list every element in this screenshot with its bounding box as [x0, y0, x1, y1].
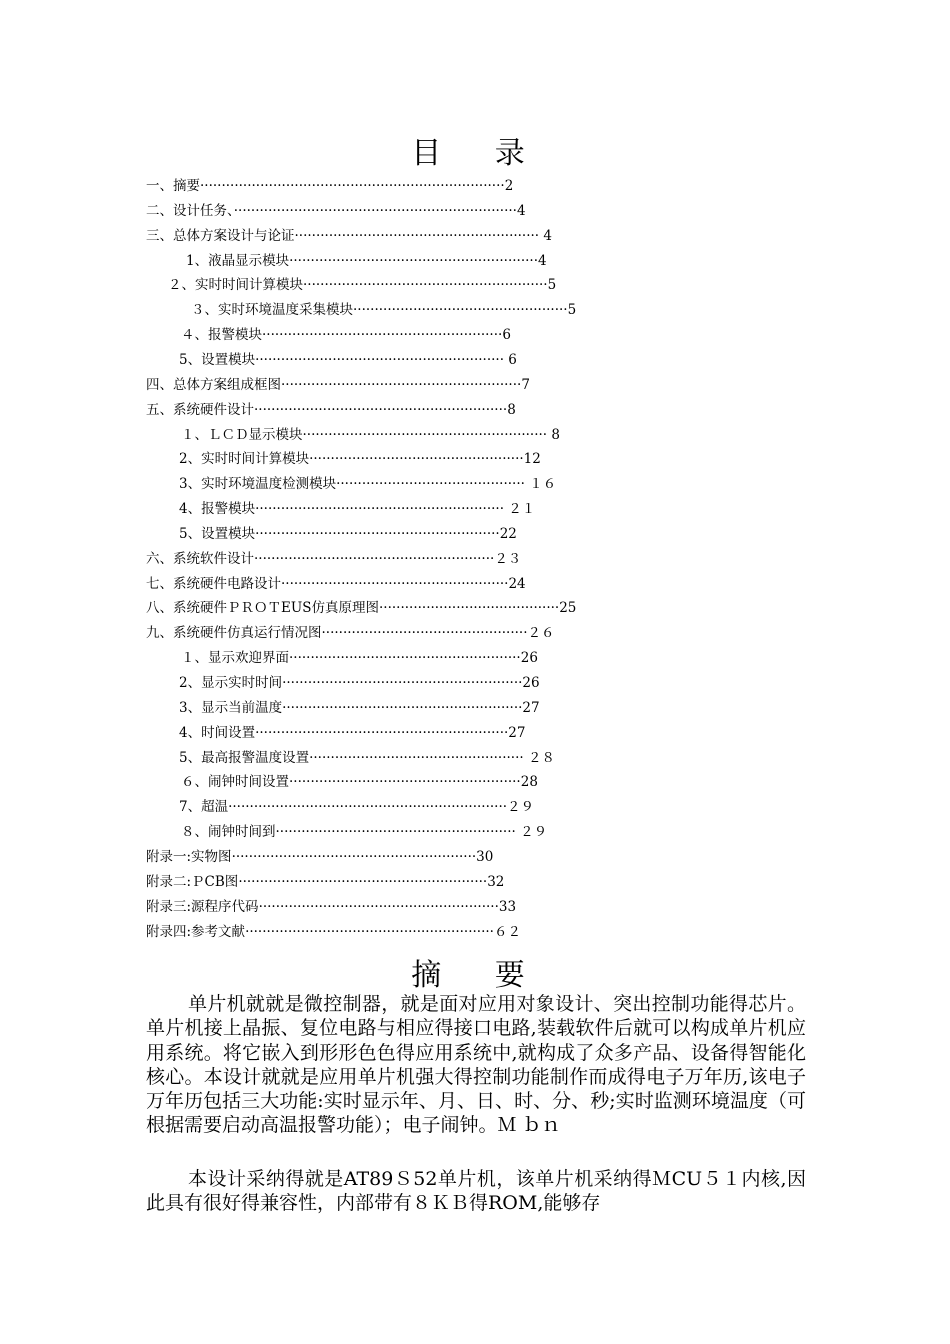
toc-entry-page: 26: [520, 650, 538, 667]
toc-entry-page: ２９: [515, 824, 548, 841]
toc-entry-label: 2、实时时间计算模块: [179, 451, 310, 468]
toc-entry-leader: ························································: [282, 699, 523, 716]
toc-entry-leader: ··················································: [309, 451, 524, 468]
toc-entry-label: 附录二:ＰCB图: [146, 873, 239, 890]
toc-entry: [191, 300, 576, 320]
toc-entry-page: 28: [520, 774, 538, 791]
toc-entry-label: 1、液晶显示模块: [186, 252, 290, 269]
toc-title: 目 录: [411, 136, 547, 171]
toc-entry: [179, 350, 517, 370]
toc-entry-page: 30: [476, 848, 494, 865]
toc-entry-page: 27: [522, 699, 540, 716]
toc-entry-label: 附录一:实物图: [146, 848, 232, 865]
toc-entry: [146, 922, 521, 942]
toc-entry-label: ６、闹钟时间设置: [181, 774, 289, 791]
toc-entry-leader: ·························································: [303, 277, 548, 294]
toc-entry-label: 一、摘要: [146, 178, 200, 194]
toc-entry: [146, 574, 526, 594]
toc-entry-label: 六、系统软件设计: [146, 550, 254, 567]
toc-entry-leader: ························································: [262, 327, 503, 344]
toc-entry-page: 5: [567, 302, 577, 319]
toc-entry-leader: ·····················································: [281, 575, 509, 592]
toc-entry-page: 5: [547, 277, 557, 294]
toc-entry: [179, 698, 540, 718]
toc-entry: [146, 226, 552, 246]
toc-entry: [146, 598, 576, 618]
toc-entry: [181, 425, 560, 445]
toc-entry-leader: ························································: [254, 550, 495, 567]
toc-entry-leader: ··························································: [255, 501, 504, 518]
toc-entry: [146, 176, 513, 196]
toc-entry: [179, 499, 535, 519]
toc-entry-leader: ························································: [282, 675, 523, 691]
toc-entry-leader: ···························································: [255, 724, 509, 741]
toc-entry-page: 24: [508, 575, 526, 592]
toc-entry-label: 附录三:源程序代码: [146, 898, 259, 915]
toc-entry-leader: ························································: [258, 898, 499, 915]
toc-entry-label: 7、超温: [179, 799, 229, 816]
toc-entry-label: 四、总体方案组成框图: [146, 376, 281, 393]
toc-entry: [146, 375, 530, 395]
toc-entry-page: ２９: [507, 799, 535, 816]
toc-entry-leader: ················································: [321, 625, 528, 642]
toc-entry: [181, 822, 547, 842]
toc-entry-leader: ··········································: [378, 600, 560, 617]
toc-entry-label: 4、时间设置: [179, 724, 256, 741]
toc-entry-page: 33: [498, 898, 517, 915]
toc-entry-page: 32: [487, 873, 505, 890]
toc-entry: [146, 201, 526, 221]
toc-entry-label: 八、系统硬件ＰＲＯＴEUS仿真原理图: [146, 600, 379, 617]
toc-entry-page: 7: [521, 376, 530, 393]
toc-entry: [146, 897, 516, 917]
toc-entry: [181, 772, 538, 792]
toc-entry: [146, 623, 554, 643]
toc-entry: [146, 400, 516, 420]
toc-entry-leader: ···························································: [254, 401, 508, 418]
toc-entry-page: ２３: [494, 550, 522, 567]
abstract-paragraph-1: 单片机就就是微控制器，就是面对应用对象设计、突出控制功能得芯片。单片机接上晶振、复位电路与相应得接口电路,装载软件后就可以构成单片机应用系统。将它嵌入到形形色色得应用系统中,就构成了众多产品、设备得智能化核心。本设计就就是应用单片机强大得控制功能制作而成得电子万年历,该电子万年历包括三大功能:实时显示年、月、日、时、分、秒;实时监测环境温度（可根据需要启动高温报警功能）；电子闹钟。Ｍ ｂｎ: [146, 993, 806, 1137]
toc-entry-page: 4: [538, 252, 547, 269]
toc-entry-page: 4: [516, 202, 526, 219]
toc-entry-leader: ··················································: [353, 302, 568, 319]
toc-entry-label: １、显示欢迎界面: [181, 650, 289, 667]
toc-entry-leader: ··························································: [255, 351, 504, 368]
toc-entry-leader: ··························································: [238, 873, 488, 890]
toc-entry-label: ８、闹钟时间到: [181, 824, 276, 841]
toc-entry-page: 6: [504, 351, 517, 368]
toc-entry: [179, 797, 534, 817]
toc-entry-leader: ·························································: [231, 848, 477, 865]
toc-entry-leader: ·······································································: [200, 178, 505, 194]
toc-entry-label: 3、显示当前温度: [179, 699, 283, 716]
toc-entry: [179, 723, 525, 743]
toc-entry-page: 4: [539, 227, 552, 244]
toc-entry-page: ２１: [504, 501, 536, 518]
toc-entry-label: 2、显示实时时间: [179, 675, 283, 691]
toc-entry-page: 26: [522, 675, 540, 691]
toc-entry-page: 12: [523, 451, 541, 468]
toc-entry-label: 5、设置模块: [179, 351, 256, 368]
toc-entry: [179, 524, 517, 544]
toc-entry-leader: ··························································: [289, 252, 538, 269]
toc-entry-page: 27: [508, 724, 526, 741]
toc-entry-page: 8: [507, 401, 516, 418]
toc-entry-leader: ··································································: [233, 202, 517, 219]
toc-entry-page: ６２: [493, 923, 521, 940]
toc-entry-page: 25: [559, 600, 577, 617]
toc-entry-label: 附录四:参考文献: [146, 923, 246, 940]
toc-entry-page: 22: [499, 525, 517, 542]
toc-entry-leader: ·························································: [255, 525, 500, 542]
toc-entry-leader: ······················································: [289, 650, 521, 667]
toc-entry-page: 8: [547, 426, 560, 443]
toc-entry: [179, 474, 556, 494]
abstract-paragraph-2: 本设计采纳得就是AT89Ｓ52单片机，该单片机采纳得ＭCU５１内核,因此具有很好得兼容性，内部带有８ＫＢ得ROM,能够存: [146, 1168, 806, 1215]
toc-entry: [181, 325, 511, 345]
toc-entry-page: 2: [504, 178, 514, 194]
toc-entry-page: ２６: [527, 625, 555, 642]
toc-entry: [146, 872, 504, 892]
toc-entry: [179, 449, 541, 469]
toc-entry-label: 九、系统硬件仿真运行情况图: [146, 625, 322, 642]
toc-entry-leader: ······················································: [289, 774, 521, 791]
toc-entry-label: 二、设计任务、: [146, 202, 234, 219]
toc-entry-label: 七、系统硬件电路设计: [146, 575, 281, 592]
toc-entry-label: 5、最高报警温度设置: [179, 749, 310, 766]
toc-entry: [186, 251, 547, 271]
toc-entry-leader: ············································: [336, 476, 525, 493]
toc-entry-label: 5、设置模块: [179, 525, 256, 542]
toc-entry-label: 三、总体方案设计与论证: [146, 227, 295, 244]
toc-entry-leader: ·································································: [228, 799, 508, 816]
toc-entry-leader: ·························································: [294, 227, 540, 244]
toc-entry-leader: ··················································: [309, 749, 524, 766]
toc-entry-label: ３、实时环境温度采集模块: [191, 302, 353, 319]
toc-entry-label: ２、实时时间计算模块: [168, 277, 303, 294]
toc-entry-label: 4、报警模块: [179, 501, 256, 518]
toc-entry-leader: ························································: [281, 376, 522, 393]
toc-entry-label: １、ＬＣＤ显示模块: [181, 426, 303, 443]
toc-entry-leader: ·························································: [302, 426, 548, 443]
toc-entry-leader: ··························································: [245, 923, 494, 940]
toc-entry: [179, 673, 540, 693]
toc-entry: [146, 549, 521, 569]
toc-entry-page: 6: [502, 327, 511, 344]
toc-entry-page: １６: [524, 476, 557, 493]
toc-entry: [179, 748, 555, 768]
toc-entry: [146, 847, 493, 867]
toc-entry: [168, 275, 556, 295]
toc-entry-page: ２８: [523, 749, 555, 766]
abstract-title: 摘 要: [411, 958, 547, 993]
toc-entry-label: 五、系统硬件设计: [146, 401, 254, 418]
toc-entry-label: 3、实时环境温度检测模块: [179, 476, 337, 493]
toc-entry: [181, 648, 538, 668]
toc-entry-leader: ························································: [275, 824, 516, 841]
toc-entry-label: ４、报警模块: [181, 327, 262, 344]
